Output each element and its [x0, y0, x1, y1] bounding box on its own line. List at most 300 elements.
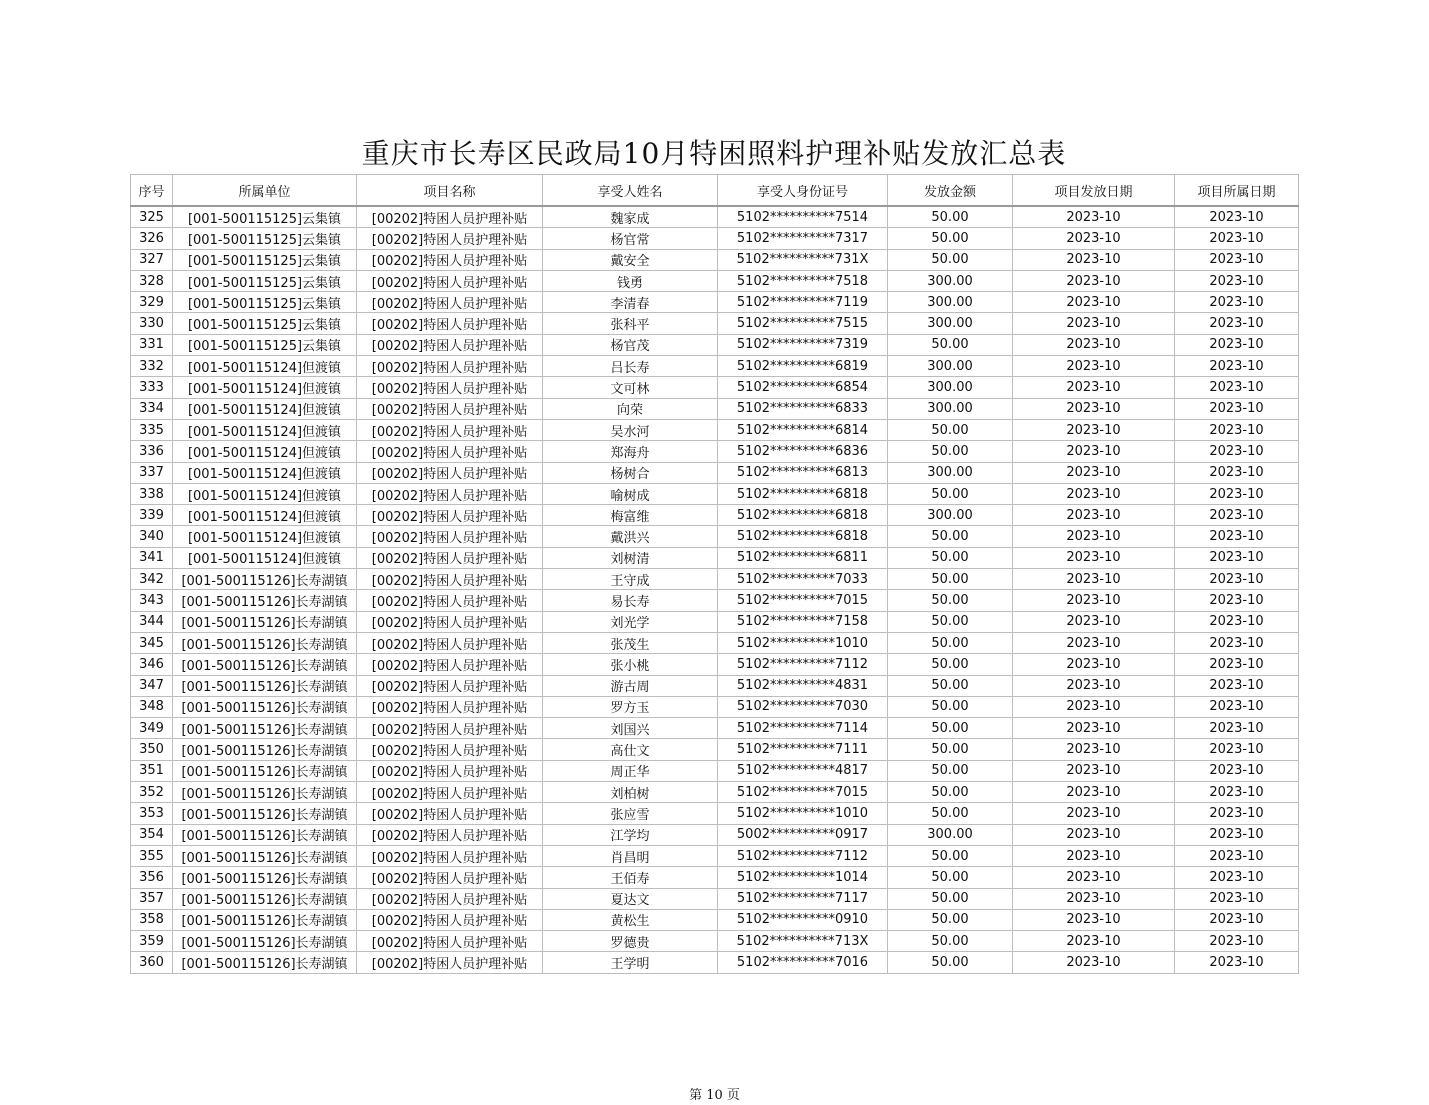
- cell-period: 2023-10: [1175, 313, 1299, 334]
- cell-issue-date: 2023-10: [1013, 867, 1175, 888]
- cell-unit: [001-500115124]但渡镇: [173, 547, 357, 568]
- page-title: 重庆市长寿区民政局10月特困照料护理补贴发放汇总表: [361, 137, 1067, 170]
- cell-id-number: 5102**********6811: [718, 547, 888, 568]
- cell-id-number: 5102**********7030: [718, 696, 888, 717]
- cell-project: [00202]特困人员护理补贴: [357, 547, 543, 568]
- cell-amount: 50.00: [888, 718, 1013, 739]
- cell-unit: [001-500115124]但渡镇: [173, 441, 357, 462]
- cell-amount: 50.00: [888, 547, 1013, 568]
- cell-issue-date: 2023-10: [1013, 206, 1175, 228]
- cell-id-number: 5102**********7112: [718, 654, 888, 675]
- cell-name: 王学明: [543, 952, 718, 973]
- cell-index: 341: [131, 547, 173, 568]
- cell-issue-date: 2023-10: [1013, 398, 1175, 419]
- cell-name: 张茂生: [543, 632, 718, 653]
- cell-unit: [001-500115126]长寿湖镇: [173, 867, 357, 888]
- cell-id-number: 5102**********7015: [718, 782, 888, 803]
- cell-project: [00202]特困人员护理补贴: [357, 611, 543, 632]
- cell-issue-date: 2023-10: [1013, 569, 1175, 590]
- cell-id-number: 5102**********6833: [718, 398, 888, 419]
- cell-amount: 300.00: [888, 356, 1013, 377]
- page-number: 第 10 页: [689, 1088, 740, 1103]
- cell-index: 347: [131, 675, 173, 696]
- cell-name: 钱勇: [543, 270, 718, 291]
- cell-amount: 50.00: [888, 206, 1013, 228]
- cell-name: 罗德贵: [543, 931, 718, 952]
- cell-project: [00202]特困人员护理补贴: [357, 334, 543, 355]
- cell-name: 戴洪兴: [543, 526, 718, 547]
- cell-unit: [001-500115126]长寿湖镇: [173, 782, 357, 803]
- header-cell-project: 项目名称: [357, 175, 543, 207]
- cell-issue-date: 2023-10: [1013, 632, 1175, 653]
- cell-unit: [001-500115126]长寿湖镇: [173, 632, 357, 653]
- cell-id-number: 5102**********6814: [718, 419, 888, 440]
- cell-project: [00202]特困人员护理补贴: [357, 845, 543, 866]
- cell-amount: 50.00: [888, 675, 1013, 696]
- cell-project: [00202]特困人员护理补贴: [357, 952, 543, 973]
- cell-period: 2023-10: [1175, 867, 1299, 888]
- cell-index: 342: [131, 569, 173, 590]
- cell-amount: 50.00: [888, 760, 1013, 781]
- cell-amount: 50.00: [888, 483, 1013, 504]
- cell-period: 2023-10: [1175, 419, 1299, 440]
- cell-id-number: 5102**********7514: [718, 206, 888, 228]
- cell-period: 2023-10: [1175, 632, 1299, 653]
- cell-unit: [001-500115125]云集镇: [173, 249, 357, 270]
- table-row: [131, 526, 1299, 547]
- cell-project: [00202]特困人员护理补贴: [357, 632, 543, 653]
- cell-issue-date: 2023-10: [1013, 760, 1175, 781]
- cell-period: 2023-10: [1175, 931, 1299, 952]
- table-row: [131, 590, 1299, 611]
- cell-amount: 50.00: [888, 803, 1013, 824]
- cell-name: 杨树合: [543, 462, 718, 483]
- cell-project: [00202]特困人员护理补贴: [357, 292, 543, 313]
- cell-issue-date: 2023-10: [1013, 313, 1175, 334]
- cell-project: [00202]特困人员护理补贴: [357, 377, 543, 398]
- cell-index: 353: [131, 803, 173, 824]
- table-row: [131, 547, 1299, 568]
- cell-index: 335: [131, 419, 173, 440]
- cell-id-number: 5102**********7119: [718, 292, 888, 313]
- cell-project: [00202]特困人员护理补贴: [357, 356, 543, 377]
- cell-issue-date: 2023-10: [1013, 356, 1175, 377]
- table-row: [131, 760, 1299, 781]
- table-row: [131, 675, 1299, 696]
- cell-unit: [001-500115126]长寿湖镇: [173, 888, 357, 909]
- cell-project: [00202]特困人员护理补贴: [357, 590, 543, 611]
- cell-issue-date: 2023-10: [1013, 888, 1175, 909]
- table-row: [131, 313, 1299, 334]
- subsidy-table: [130, 174, 1299, 974]
- table-row: [131, 931, 1299, 952]
- cell-name: 游古周: [543, 675, 718, 696]
- cell-id-number: 5102**********0910: [718, 909, 888, 930]
- cell-unit: [001-500115126]长寿湖镇: [173, 824, 357, 845]
- cell-period: 2023-10: [1175, 760, 1299, 781]
- cell-unit: [001-500115124]但渡镇: [173, 419, 357, 440]
- cell-id-number: 5102**********1010: [718, 632, 888, 653]
- cell-id-number: 5102**********7317: [718, 228, 888, 249]
- cell-period: 2023-10: [1175, 654, 1299, 675]
- cell-index: 331: [131, 334, 173, 355]
- table-row: [131, 845, 1299, 866]
- table-row: [131, 249, 1299, 270]
- cell-period: 2023-10: [1175, 569, 1299, 590]
- cell-amount: 50.00: [888, 867, 1013, 888]
- table-row: [131, 441, 1299, 462]
- cell-period: 2023-10: [1175, 505, 1299, 526]
- cell-name: 文可林: [543, 377, 718, 398]
- cell-issue-date: 2023-10: [1013, 441, 1175, 462]
- cell-id-number: 5102**********4831: [718, 675, 888, 696]
- cell-period: 2023-10: [1175, 547, 1299, 568]
- cell-unit: [001-500115126]长寿湖镇: [173, 845, 357, 866]
- table-row: [131, 228, 1299, 249]
- cell-amount: 50.00: [888, 611, 1013, 632]
- cell-period: 2023-10: [1175, 483, 1299, 504]
- cell-name: 高仕文: [543, 739, 718, 760]
- cell-unit: [001-500115125]云集镇: [173, 292, 357, 313]
- cell-unit: [001-500115126]长寿湖镇: [173, 654, 357, 675]
- cell-period: 2023-10: [1175, 377, 1299, 398]
- cell-unit: [001-500115125]云集镇: [173, 206, 357, 228]
- cell-id-number: 5102**********7518: [718, 270, 888, 291]
- cell-amount: 50.00: [888, 419, 1013, 440]
- cell-period: 2023-10: [1175, 270, 1299, 291]
- cell-amount: 50.00: [888, 654, 1013, 675]
- cell-name: 梅富维: [543, 505, 718, 526]
- cell-project: [00202]特困人员护理补贴: [357, 270, 543, 291]
- cell-index: 327: [131, 249, 173, 270]
- cell-period: 2023-10: [1175, 249, 1299, 270]
- cell-index: 343: [131, 590, 173, 611]
- table-header: [131, 175, 1299, 207]
- cell-project: [00202]特困人员护理补贴: [357, 398, 543, 419]
- cell-id-number: 5102**********731X: [718, 249, 888, 270]
- cell-index: 354: [131, 824, 173, 845]
- cell-name: 周正华: [543, 760, 718, 781]
- cell-period: 2023-10: [1175, 824, 1299, 845]
- cell-project: [00202]特困人员护理补贴: [357, 313, 543, 334]
- cell-unit: [001-500115124]但渡镇: [173, 462, 357, 483]
- cell-project: [00202]特困人员护理补贴: [357, 462, 543, 483]
- cell-id-number: 5102**********6819: [718, 356, 888, 377]
- cell-id-number: 5102**********6836: [718, 441, 888, 462]
- cell-period: 2023-10: [1175, 228, 1299, 249]
- cell-index: 349: [131, 718, 173, 739]
- cell-period: 2023-10: [1175, 334, 1299, 355]
- table-row: [131, 718, 1299, 739]
- cell-name: 张小桃: [543, 654, 718, 675]
- cell-amount: 50.00: [888, 952, 1013, 973]
- cell-index: 344: [131, 611, 173, 632]
- cell-id-number: 5102**********1014: [718, 867, 888, 888]
- cell-project: [00202]特困人员护理补贴: [357, 867, 543, 888]
- cell-project: [00202]特困人员护理补贴: [357, 419, 543, 440]
- table-row: [131, 867, 1299, 888]
- cell-amount: 300.00: [888, 292, 1013, 313]
- cell-name: 王守成: [543, 569, 718, 590]
- cell-period: 2023-10: [1175, 718, 1299, 739]
- cell-issue-date: 2023-10: [1013, 483, 1175, 504]
- table-row: [131, 782, 1299, 803]
- cell-issue-date: 2023-10: [1013, 931, 1175, 952]
- table-row: [131, 206, 1299, 228]
- cell-unit: [001-500115126]长寿湖镇: [173, 569, 357, 590]
- cell-issue-date: 2023-10: [1013, 739, 1175, 760]
- table-row: [131, 803, 1299, 824]
- table-row: [131, 483, 1299, 504]
- table-row: [131, 696, 1299, 717]
- cell-name: 王佰寿: [543, 867, 718, 888]
- cell-id-number: 5102**********7033: [718, 569, 888, 590]
- cell-project: [00202]特困人员护理补贴: [357, 675, 543, 696]
- cell-name: 喻树成: [543, 483, 718, 504]
- cell-issue-date: 2023-10: [1013, 845, 1175, 866]
- cell-issue-date: 2023-10: [1013, 377, 1175, 398]
- cell-index: 333: [131, 377, 173, 398]
- cell-index: 355: [131, 845, 173, 866]
- cell-index: 338: [131, 483, 173, 504]
- header-cell-index: 序号: [131, 175, 173, 207]
- cell-unit: [001-500115125]云集镇: [173, 228, 357, 249]
- cell-issue-date: 2023-10: [1013, 654, 1175, 675]
- cell-issue-date: 2023-10: [1013, 952, 1175, 973]
- cell-index: 330: [131, 313, 173, 334]
- cell-name: 郑海舟: [543, 441, 718, 462]
- cell-project: [00202]特困人员护理补贴: [357, 569, 543, 590]
- cell-id-number: 5102**********7015: [718, 590, 888, 611]
- table-row: [131, 398, 1299, 419]
- cell-id-number: 5102**********7112: [718, 845, 888, 866]
- table-row: [131, 632, 1299, 653]
- cell-issue-date: 2023-10: [1013, 462, 1175, 483]
- cell-name: 刘树清: [543, 547, 718, 568]
- cell-project: [00202]特困人员护理补贴: [357, 654, 543, 675]
- cell-name: 刘光学: [543, 611, 718, 632]
- cell-name: 向荣: [543, 398, 718, 419]
- cell-amount: 50.00: [888, 782, 1013, 803]
- cell-name: 罗方玉: [543, 696, 718, 717]
- cell-unit: [001-500115124]但渡镇: [173, 398, 357, 419]
- cell-project: [00202]特困人员护理补贴: [357, 909, 543, 930]
- table-body: [131, 206, 1299, 973]
- cell-amount: 300.00: [888, 398, 1013, 419]
- cell-index: 360: [131, 952, 173, 973]
- cell-name: 黄松生: [543, 909, 718, 930]
- cell-index: 339: [131, 505, 173, 526]
- header-row: [131, 175, 1299, 207]
- header-cell-name: 享受人姓名: [543, 175, 718, 207]
- cell-name: 戴安全: [543, 249, 718, 270]
- cell-unit: [001-500115126]长寿湖镇: [173, 760, 357, 781]
- cell-id-number: 5102**********713X: [718, 931, 888, 952]
- cell-amount: 50.00: [888, 441, 1013, 462]
- cell-unit: [001-500115126]长寿湖镇: [173, 803, 357, 824]
- cell-amount: 50.00: [888, 888, 1013, 909]
- cell-period: 2023-10: [1175, 206, 1299, 228]
- table-row: [131, 377, 1299, 398]
- cell-issue-date: 2023-10: [1013, 909, 1175, 930]
- table-row: [131, 611, 1299, 632]
- cell-amount: 50.00: [888, 526, 1013, 547]
- cell-issue-date: 2023-10: [1013, 292, 1175, 313]
- cell-amount: 300.00: [888, 313, 1013, 334]
- cell-issue-date: 2023-10: [1013, 782, 1175, 803]
- header-cell-amount: 发放金额: [888, 175, 1013, 207]
- cell-amount: 50.00: [888, 590, 1013, 611]
- cell-index: 326: [131, 228, 173, 249]
- cell-id-number: 5102**********6818: [718, 483, 888, 504]
- cell-id-number: 5102**********4817: [718, 760, 888, 781]
- cell-id-number: 5102**********6854: [718, 377, 888, 398]
- cell-project: [00202]特困人员护理补贴: [357, 483, 543, 504]
- cell-unit: [001-500115124]但渡镇: [173, 526, 357, 547]
- cell-period: 2023-10: [1175, 675, 1299, 696]
- cell-name: 夏达文: [543, 888, 718, 909]
- cell-project: [00202]特困人员护理补贴: [357, 441, 543, 462]
- table-row: [131, 334, 1299, 355]
- cell-issue-date: 2023-10: [1013, 334, 1175, 355]
- cell-period: 2023-10: [1175, 803, 1299, 824]
- cell-amount: 50.00: [888, 931, 1013, 952]
- cell-id-number: 5102**********6813: [718, 462, 888, 483]
- cell-issue-date: 2023-10: [1013, 419, 1175, 440]
- cell-amount: 300.00: [888, 377, 1013, 398]
- cell-index: 352: [131, 782, 173, 803]
- cell-project: [00202]特困人员护理补贴: [357, 931, 543, 952]
- cell-amount: 300.00: [888, 824, 1013, 845]
- cell-index: 356: [131, 867, 173, 888]
- cell-amount: 50.00: [888, 909, 1013, 930]
- cell-name: 张科平: [543, 313, 718, 334]
- table-row: [131, 462, 1299, 483]
- cell-index: 328: [131, 270, 173, 291]
- cell-period: 2023-10: [1175, 888, 1299, 909]
- cell-issue-date: 2023-10: [1013, 824, 1175, 845]
- cell-index: 351: [131, 760, 173, 781]
- cell-period: 2023-10: [1175, 356, 1299, 377]
- cell-index: 325: [131, 206, 173, 228]
- cell-index: 329: [131, 292, 173, 313]
- table-row: [131, 419, 1299, 440]
- cell-period: 2023-10: [1175, 845, 1299, 866]
- cell-period: 2023-10: [1175, 696, 1299, 717]
- cell-id-number: 5102**********7515: [718, 313, 888, 334]
- cell-unit: [001-500115126]长寿湖镇: [173, 931, 357, 952]
- cell-period: 2023-10: [1175, 462, 1299, 483]
- cell-project: [00202]特困人员护理补贴: [357, 526, 543, 547]
- cell-period: 2023-10: [1175, 952, 1299, 973]
- table-row: [131, 739, 1299, 760]
- cell-issue-date: 2023-10: [1013, 718, 1175, 739]
- cell-issue-date: 2023-10: [1013, 675, 1175, 696]
- cell-period: 2023-10: [1175, 398, 1299, 419]
- cell-name: 魏家成: [543, 206, 718, 228]
- cell-period: 2023-10: [1175, 292, 1299, 313]
- cell-index: 346: [131, 654, 173, 675]
- cell-index: 357: [131, 888, 173, 909]
- cell-unit: [001-500115126]长寿湖镇: [173, 611, 357, 632]
- cell-period: 2023-10: [1175, 441, 1299, 462]
- header-cell-issue-date: 项目发放日期: [1013, 175, 1175, 207]
- table-row: [131, 888, 1299, 909]
- cell-project: [00202]特困人员护理补贴: [357, 888, 543, 909]
- cell-name: 杨官茂: [543, 334, 718, 355]
- cell-id-number: 5102**********7117: [718, 888, 888, 909]
- cell-name: 刘柏树: [543, 782, 718, 803]
- cell-unit: [001-500115124]但渡镇: [173, 356, 357, 377]
- cell-id-number: 5102**********6818: [718, 505, 888, 526]
- cell-unit: [001-500115126]长寿湖镇: [173, 675, 357, 696]
- cell-amount: 50.00: [888, 845, 1013, 866]
- cell-period: 2023-10: [1175, 611, 1299, 632]
- cell-name: 张应雪: [543, 803, 718, 824]
- table-row: [131, 356, 1299, 377]
- table-row: [131, 952, 1299, 973]
- cell-index: 358: [131, 909, 173, 930]
- cell-name: 肖昌明: [543, 845, 718, 866]
- cell-issue-date: 2023-10: [1013, 228, 1175, 249]
- table-row: [131, 505, 1299, 526]
- cell-unit: [001-500115126]长寿湖镇: [173, 739, 357, 760]
- cell-project: [00202]特困人员护理补贴: [357, 718, 543, 739]
- cell-period: 2023-10: [1175, 782, 1299, 803]
- cell-unit: [001-500115126]长寿湖镇: [173, 590, 357, 611]
- cell-id-number: 5102**********7319: [718, 334, 888, 355]
- cell-project: [00202]特困人员护理补贴: [357, 782, 543, 803]
- cell-index: 350: [131, 739, 173, 760]
- table-row: [131, 909, 1299, 930]
- cell-index: 336: [131, 441, 173, 462]
- cell-issue-date: 2023-10: [1013, 526, 1175, 547]
- cell-project: [00202]特困人员护理补贴: [357, 739, 543, 760]
- cell-amount: 50.00: [888, 249, 1013, 270]
- cell-unit: [001-500115126]长寿湖镇: [173, 909, 357, 930]
- cell-name: 杨官常: [543, 228, 718, 249]
- cell-period: 2023-10: [1175, 739, 1299, 760]
- cell-project: [00202]特困人员护理补贴: [357, 824, 543, 845]
- cell-index: 332: [131, 356, 173, 377]
- cell-period: 2023-10: [1175, 909, 1299, 930]
- cell-project: [00202]特困人员护理补贴: [357, 228, 543, 249]
- cell-name: 江学均: [543, 824, 718, 845]
- cell-name: 吴水河: [543, 419, 718, 440]
- cell-unit: [001-500115124]但渡镇: [173, 505, 357, 526]
- cell-name: 吕长寿: [543, 356, 718, 377]
- header-cell-period: 项目所属日期: [1175, 175, 1299, 207]
- cell-index: 334: [131, 398, 173, 419]
- cell-issue-date: 2023-10: [1013, 611, 1175, 632]
- cell-project: [00202]特困人员护理补贴: [357, 803, 543, 824]
- cell-unit: [001-500115124]但渡镇: [173, 377, 357, 398]
- cell-period: 2023-10: [1175, 590, 1299, 611]
- cell-index: 337: [131, 462, 173, 483]
- cell-amount: 50.00: [888, 569, 1013, 590]
- cell-unit: [001-500115126]长寿湖镇: [173, 952, 357, 973]
- header-cell-unit: 所属单位: [173, 175, 357, 207]
- cell-issue-date: 2023-10: [1013, 505, 1175, 526]
- cell-name: 易长寿: [543, 590, 718, 611]
- cell-amount: 300.00: [888, 270, 1013, 291]
- table-row: [131, 569, 1299, 590]
- cell-index: 348: [131, 696, 173, 717]
- cell-unit: [001-500115125]云集镇: [173, 313, 357, 334]
- cell-unit: [001-500115124]但渡镇: [173, 483, 357, 504]
- cell-amount: 50.00: [888, 334, 1013, 355]
- cell-index: 340: [131, 526, 173, 547]
